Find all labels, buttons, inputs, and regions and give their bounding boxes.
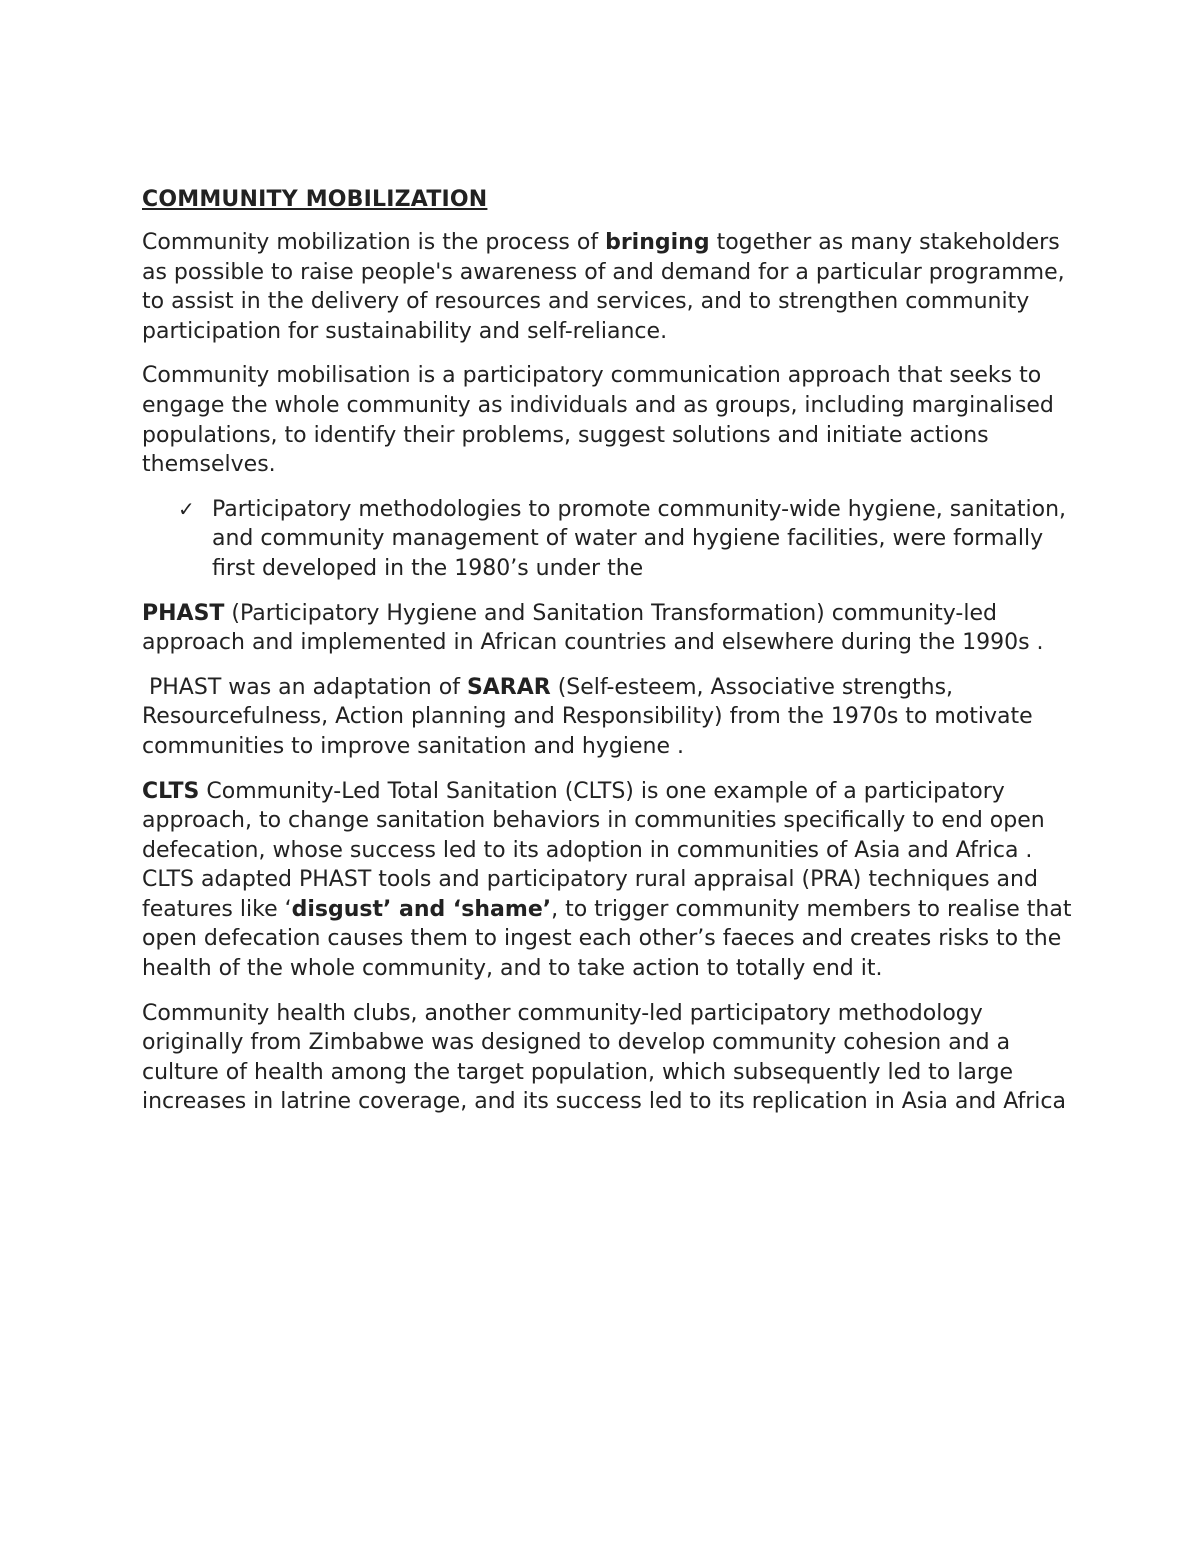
bold-term-disgust-shame: disgust’ and ‘shame’	[291, 896, 552, 922]
paragraph-phast	[142, 599, 1082, 658]
paragraph-sarar	[142, 673, 1082, 762]
paragraph-clts	[142, 777, 1082, 984]
bullet-item	[142, 495, 1082, 584]
document-title: COMMUNITY MOBILIZATION	[142, 187, 488, 212]
paragraph-definition	[142, 228, 1082, 346]
bold-term-bringing: bringing	[605, 230, 710, 255]
bold-term-phast: PHAST	[142, 600, 225, 626]
checkmark-icon: ✓	[178, 496, 195, 521]
paragraph-text: together as many stakeholders as possible to raise people's awareness of and demand for a particular programme, to assist in the delivery of resources and services, and to strengthen community participation for sustainability and self-reliance.	[142, 230, 1065, 344]
bullet-text: Participatory methodologies to promote community-wide hygiene, sanitation, and community management of water and hygiene facilities, were formally first developed in the 1980’s under the	[212, 496, 1067, 581]
paragraph-participatory-approach: Community mobilisation is a participatory communication approach that seeks to engage the whole community as individuals and as groups, including marginalised populations, to identify their problems, suggest solutions and initiate actions themselves.	[142, 363, 1054, 478]
paragraph-text: Community mobilization is the process of	[142, 230, 606, 255]
paragraph-text: , to trigger community members to realise that open defecation causes them to ingest each other’s faeces and creates risks to the health of the whole community, and to take action to totally end it.	[142, 896, 1072, 982]
document-page	[142, 185, 1082, 1132]
bold-term-sarar: SARAR	[466, 674, 551, 700]
bold-term-clts: CLTS	[142, 778, 200, 804]
paragraph-text: PHAST was an adaptation of	[142, 674, 467, 700]
paragraph-health-clubs: Community health clubs, another community-led participatory methodology originally from Zimbabwe was designed to develop community cohesion and a culture of health among the target population, which subsequently led to large increases in latrine coverage, and its success led to its replication in Asia and Africa	[142, 1000, 1066, 1115]
paragraph-text: Community-Led Total Sanitation (CLTS) is one example of a participatory approach, to change sanitation behaviors in communities specifically to end open defecation, whose success led to its adoption in communities of Asia and Africa . CLTS adapted PHAST tools and participatory rural appraisal (PRA) techniques and features like ‘	[142, 778, 1045, 922]
paragraph-text: (Participatory Hygiene and Sanitation Transformation) community-led approach and implemented in African countries and elsewhere during the 1990s .	[142, 600, 1044, 656]
paragraph-text: (Self-esteem, Associative strengths, Resourcefulness, Action planning and Responsibility) from the 1970s to motivate communities to improve sanitation and hygiene .	[142, 674, 1033, 759]
